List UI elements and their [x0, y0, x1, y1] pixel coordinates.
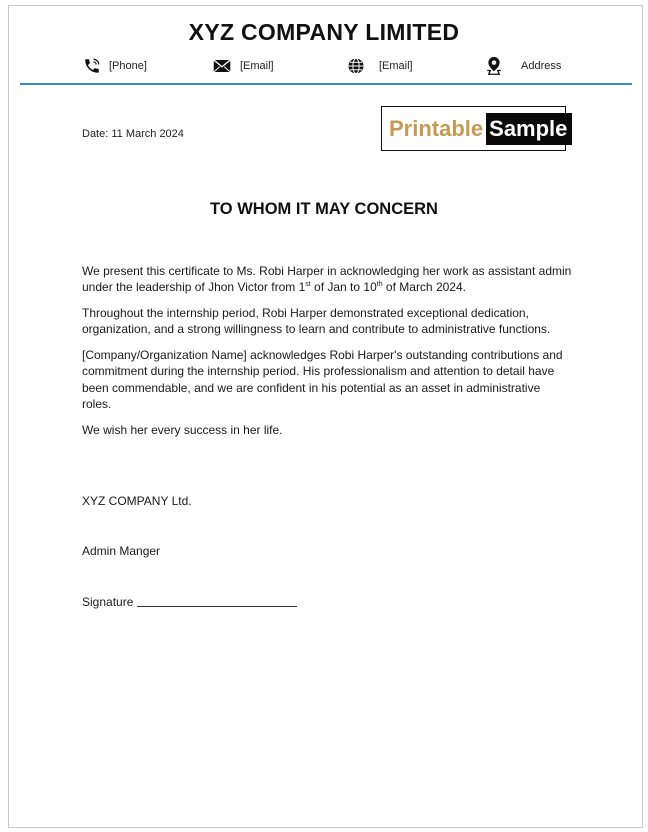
signature-line [137, 594, 297, 607]
logo-word-printable: Printable [389, 115, 484, 141]
company-name: XYZ COMPANY LIMITED [188, 19, 460, 45]
closing-title: Admin Manger [82, 544, 161, 558]
header-divider [20, 83, 632, 85]
paragraph-4: We wish her every success in her life. [82, 422, 283, 437]
contact-web-label: [Email] [379, 60, 413, 72]
contact-email [212, 56, 274, 76]
paragraph-1: We present this certificate to Ms. Robi Harper in acknowledging her work as assistant admin under the leadership of Jhon Victor from 1st of Jan to 10th of March 2024. [82, 264, 572, 295]
paragraph-3: [Company/Organization Name] acknowledges Robi Harper's outstanding contributions and commitment during the internship period. His professionalism and attention to detail have been commendable, and we are confident in his potential as an asset in administrative roles. [82, 348, 563, 412]
signature-row [82, 594, 297, 609]
letter-body [82, 263, 572, 448]
mail-icon [212, 56, 232, 76]
contact-phone-label: [Phone] [109, 60, 147, 72]
closing-company: XYZ COMPANY Ltd. [82, 494, 192, 508]
location-pin-icon [484, 56, 504, 76]
letter-heading: TO WHOM IT MAY CONCERN [210, 200, 438, 218]
globe-icon [346, 56, 366, 76]
contact-address [484, 56, 561, 76]
contact-phone [82, 56, 147, 76]
contact-address-label: Address [521, 60, 562, 72]
logo-word-sample: Sample [486, 113, 572, 145]
paragraph-2: Throughout the internship period, Robi Harper demonstrated exceptional dedication, organization, and a strong willingness to learn and contribute to administrative functions. [82, 306, 551, 337]
printable-sample-logo [381, 106, 566, 151]
signature-label: Signature [82, 595, 134, 609]
letter-date: Date: 11 March 2024 [82, 128, 184, 140]
contact-web [346, 56, 413, 76]
phone-icon [82, 56, 102, 76]
contact-email-label: [Email] [240, 60, 274, 72]
